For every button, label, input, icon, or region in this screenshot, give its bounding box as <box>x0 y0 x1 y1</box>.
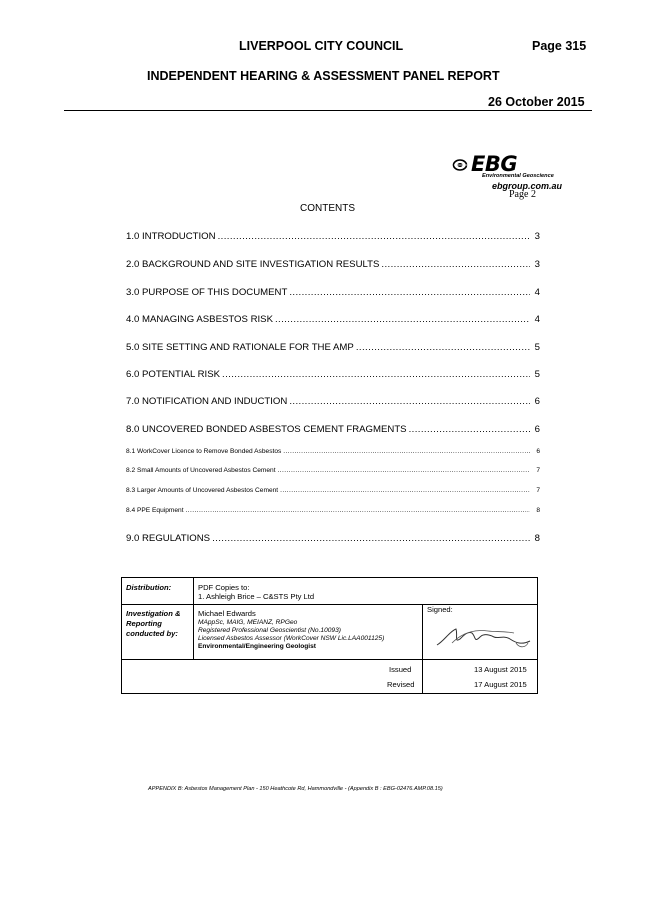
signed-label: Signed: <box>427 605 453 614</box>
revised-date: 17 August 2015 <box>474 680 527 689</box>
revised-label: Revised <box>387 680 415 689</box>
table-divider <box>122 659 537 660</box>
investigation-label: Reporting <box>126 619 162 628</box>
toc-page: 3 <box>534 231 540 242</box>
toc-leader <box>275 314 530 325</box>
logo-tagline: Environmental Geoscience <box>482 173 554 179</box>
distribution-line: PDF Copies to: <box>198 583 250 592</box>
table-divider <box>122 604 537 605</box>
author-licence: Licensed Asbestos Assessor (WorkCover NSW Lic.LAA001125) <box>198 635 385 642</box>
toc-title: 6.0 POTENTIAL RISK <box>126 369 221 380</box>
toc-title: 5.0 SITE SETTING AND RATIONALE FOR THE AMP <box>126 342 354 353</box>
table-divider <box>422 604 423 693</box>
toc-page: 8 <box>536 507 540 514</box>
logo-url: ebgroup.com.au <box>492 181 563 191</box>
toc-leader <box>186 507 530 514</box>
toc-entry[interactable] <box>126 533 540 544</box>
toc-title: 8.1 WorkCover Licence to Remove Bonded Asbestos <box>126 448 282 455</box>
distribution-label: Distribution: <box>126 583 172 592</box>
toc-page: 7 <box>536 487 540 494</box>
toc-title: 4.0 MANAGING ASBESTOS RISK <box>126 314 273 325</box>
toc-title: 3.0 PURPOSE OF THIS DOCUMENT <box>126 287 288 298</box>
toc-leader <box>280 487 530 494</box>
toc-leader <box>278 467 530 474</box>
distribution-line: 1. Ashleigh Brice – C&STS Pty Ltd <box>198 592 315 601</box>
toc-entry[interactable] <box>126 314 540 325</box>
toc-page: 3 <box>534 259 540 270</box>
toc-leader <box>212 533 530 544</box>
toc-entry[interactable] <box>126 467 540 474</box>
toc-title: 9.0 REGULATIONS <box>126 533 211 544</box>
toc-entry[interactable] <box>126 487 540 494</box>
toc-page: 5 <box>534 342 540 353</box>
toc-leader <box>409 424 530 435</box>
toc-entry[interactable] <box>126 287 540 298</box>
table-divider <box>193 578 194 659</box>
issued-date: 13 August 2015 <box>474 665 527 674</box>
council-name: LIVERPOOL CITY COUNCIL <box>239 39 404 53</box>
toc-page: 6 <box>534 424 540 435</box>
page-number: Page 315 <box>532 39 587 53</box>
toc-leader <box>283 448 530 455</box>
toc-entry[interactable] <box>126 448 540 455</box>
toc-leader <box>222 369 530 380</box>
toc-entry[interactable] <box>126 342 540 353</box>
toc-title: 2.0 BACKGROUND AND SITE INVESTIGATION RESULTS <box>126 259 380 270</box>
toc-page: 6 <box>536 448 540 455</box>
toc-leader <box>289 287 530 298</box>
toc-title: 8.0 UNCOVERED BONDED ASBESTOS CEMENT FRAGMENTS <box>126 424 407 435</box>
toc-leader <box>381 259 530 270</box>
toc-leader <box>289 396 530 407</box>
author-qualifications: MAppSc, MAIG, MEIANZ, RPGeo <box>198 619 298 626</box>
toc-entry[interactable] <box>126 369 540 380</box>
toc-title: 8.3 Larger Amounts of Uncovered Asbestos Cement <box>126 487 279 494</box>
page-footer: APPENDIX B: Asbestos Management Plan - 150 Heathcote Rd, Hammondville - (Appendix B : EBG-02476.AMP.08.15) <box>148 786 443 792</box>
report-title: INDEPENDENT HEARING & ASSESSMENT PANEL REPORT <box>147 69 500 83</box>
toc-entry[interactable] <box>126 507 540 514</box>
logo-word: EBG <box>471 152 518 176</box>
toc-page: 8 <box>534 533 540 544</box>
toc-page: 4 <box>534 287 540 298</box>
author-name: Michael Edwards <box>198 609 256 618</box>
toc-title: 8.2 Small Amounts of Uncovered Asbestos Cement <box>126 467 276 474</box>
author-role: Environmental/Engineering Geologist <box>198 643 316 650</box>
toc-leader <box>356 342 530 353</box>
toc-entry[interactable] <box>126 424 540 435</box>
distribution-table <box>121 577 538 694</box>
investigation-label: Investigation & <box>126 609 181 618</box>
author-registration: Registered Professional Geoscientist (No.10093) <box>198 627 341 634</box>
header-rule <box>64 110 592 111</box>
toc-entry[interactable] <box>126 396 540 407</box>
toc-page: 4 <box>534 314 540 325</box>
logo-mark-icon <box>452 157 472 173</box>
toc-entry[interactable] <box>126 259 540 270</box>
toc-title: 8.4 PPE Equipment <box>126 507 184 514</box>
document-page-number: Page 2 <box>509 189 536 200</box>
report-date: 26 October 2015 <box>488 95 585 109</box>
investigation-label: conducted by: <box>126 629 178 638</box>
toc-page: 5 <box>534 369 540 380</box>
toc-page: 7 <box>536 467 540 474</box>
toc-title: 7.0 NOTIFICATION AND INDUCTION <box>126 396 288 407</box>
signature-icon <box>434 623 534 651</box>
issued-label: Issued <box>389 665 412 674</box>
toc-entry[interactable] <box>126 231 540 242</box>
toc-page: 6 <box>534 396 540 407</box>
toc-leader <box>218 231 530 242</box>
contents-heading: CONTENTS <box>300 203 355 214</box>
toc-title: 1.0 INTRODUCTION <box>126 231 216 242</box>
